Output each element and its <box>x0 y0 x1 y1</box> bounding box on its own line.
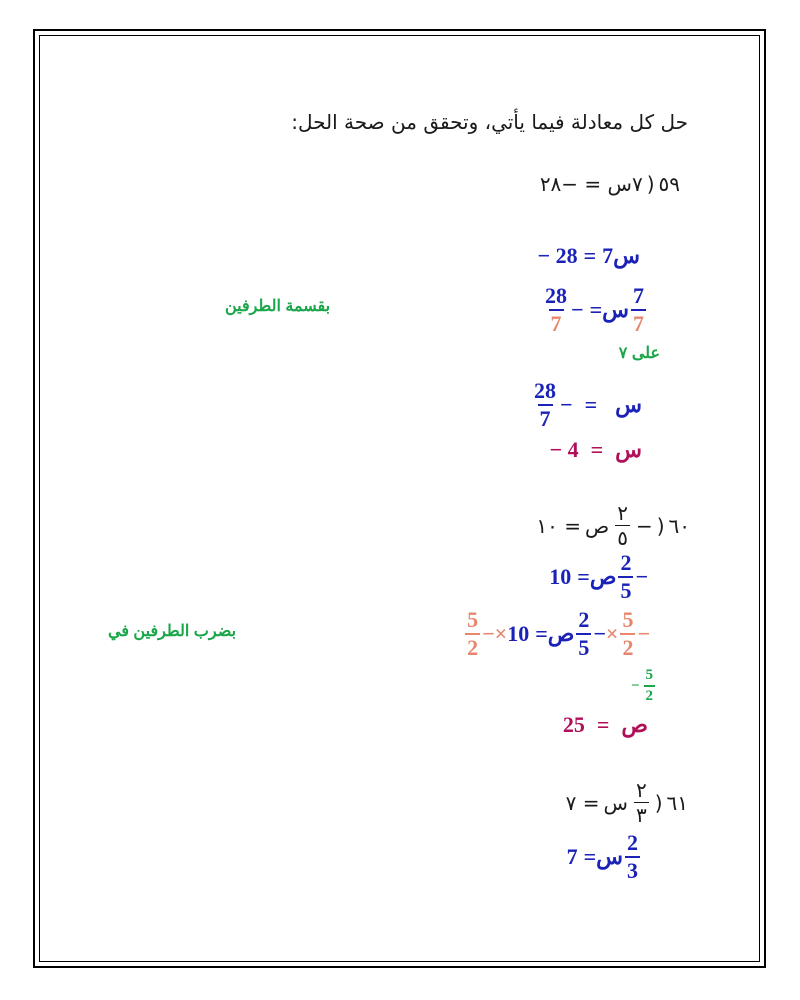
rhs: − 28 <box>537 243 578 268</box>
fraction: $\frac{5}{2}$ <box>645 667 653 704</box>
minus: − <box>593 621 606 646</box>
problem-number: ٥٩ <box>658 172 680 196</box>
variable: س <box>602 297 629 322</box>
problem-number: ٦١ <box>666 790 688 815</box>
p59-result <box>550 437 642 463</box>
pre-minus: − <box>637 621 650 646</box>
fraction: $\frac{28}{7}$ <box>545 283 568 336</box>
variable: ص <box>621 712 648 737</box>
variable: س <box>596 844 623 869</box>
equals: = <box>584 392 598 417</box>
p60-step1 <box>549 552 648 602</box>
problem-equation: ٧س = −٢٨ <box>539 172 643 196</box>
times: × <box>605 621 619 646</box>
p60-step2 <box>463 609 650 659</box>
minus: − <box>571 297 584 322</box>
equals: = <box>596 712 610 737</box>
fraction: $\frac{٢}{٣}$ <box>635 778 647 827</box>
p60-multiplier <box>631 668 657 704</box>
rhs: 25 <box>562 712 585 737</box>
p59-step3 <box>530 380 642 430</box>
minus: − <box>630 677 640 694</box>
equals: = <box>583 844 597 869</box>
lhs: 7س <box>602 243 640 268</box>
times: × <box>494 621 508 646</box>
pre-fraction: $\frac{5}{2}$ <box>622 607 634 660</box>
post-fraction: $\frac{5}{2}$ <box>467 607 479 660</box>
prefix: − <box>635 513 653 538</box>
instruction-text: حل كل معادلة فيما يأتي، وتحقق من صحة الحل: <box>291 110 688 134</box>
variable: ص <box>589 564 617 589</box>
rhs: = ١٠ <box>536 513 581 538</box>
equals: = <box>590 437 604 462</box>
problem-60: ٦٠ ( − $\frac{٢}{٥}$ ص = ١٠ <box>536 501 690 550</box>
variable: ص <box>585 513 610 538</box>
equals: = <box>577 564 590 589</box>
problem-59: ٥٩ ( ٧س = −٢٨ <box>539 172 680 196</box>
variable: س <box>615 437 642 462</box>
note-divide-2: على ٧ <box>618 345 660 362</box>
fraction: $\frac{2}{5}$ <box>578 607 590 660</box>
p59-step2 <box>541 285 648 335</box>
rhs: − 4 <box>549 437 579 462</box>
equals: = <box>583 243 597 268</box>
variable: س <box>603 790 628 815</box>
minus: − <box>635 564 648 589</box>
rhs: 10 <box>507 621 530 646</box>
fraction: $\frac{٢}{٥}$ <box>617 501 628 550</box>
problem-61: ٦١ ( $\frac{٢}{٣}$ س = ٧ <box>565 778 688 827</box>
fraction: $\frac{2}{3}$ <box>627 830 638 883</box>
equals: = <box>535 621 548 646</box>
note-multiply: بضرب الطرفين في <box>108 623 237 640</box>
rhs: = ٧ <box>565 790 600 815</box>
variable: س <box>615 392 642 417</box>
fraction: $\frac{28}{7}$ <box>534 378 557 431</box>
note-divide: بقسمة الطرفين <box>225 298 331 315</box>
post-minus: − <box>482 621 495 646</box>
problem-number: ٦٠ <box>668 513 690 538</box>
minus: − <box>560 392 573 417</box>
variable: ص <box>547 621 575 646</box>
rhs: 7 <box>566 844 578 869</box>
p61-step1 <box>567 832 642 882</box>
fraction: $\frac{2}{5}$ <box>620 550 632 603</box>
rhs: 10 <box>549 564 572 589</box>
equals: = <box>589 297 603 322</box>
p59-step1 <box>538 243 640 269</box>
p60-result <box>563 712 648 738</box>
coef-fraction: $\frac{7}{7}$ <box>633 283 644 336</box>
